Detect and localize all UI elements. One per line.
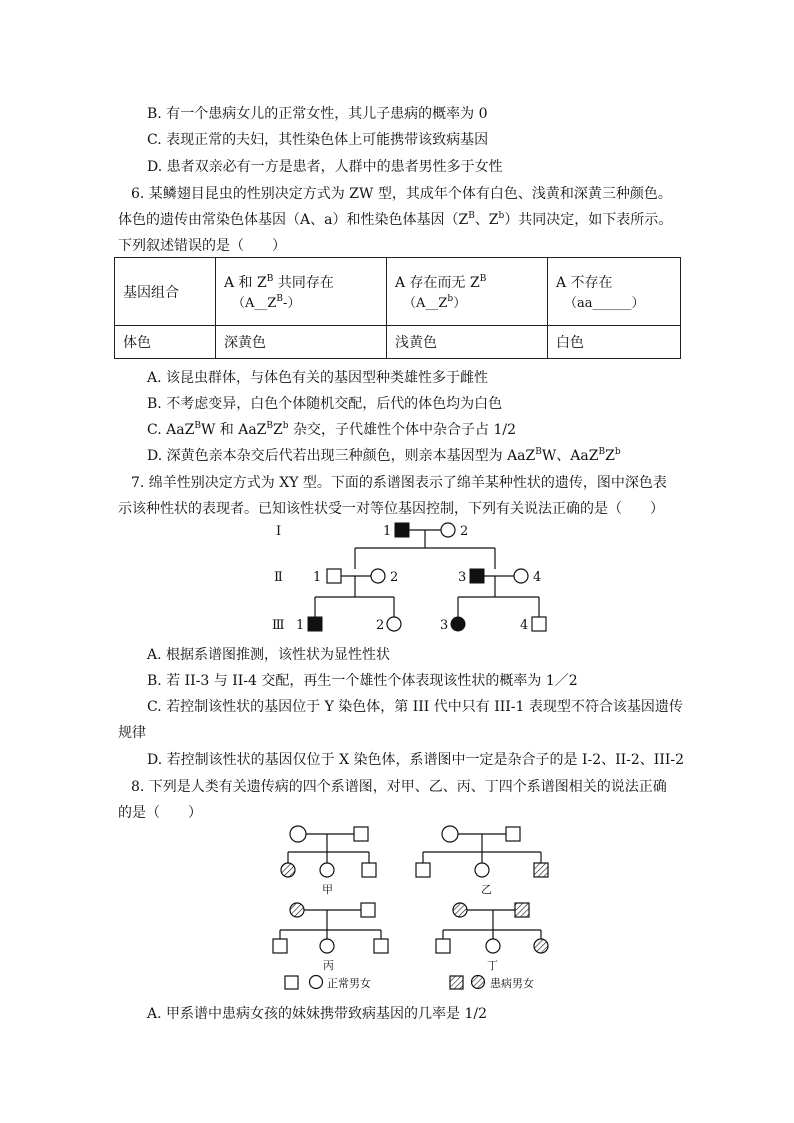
q8-stem-2: 的是（ ）: [118, 805, 202, 821]
q7-option-c: C. 若控制该性状的基因位于 Y 染色体，第 III 代中只有 III-1 表现型不符合该基因遗传: [147, 699, 683, 715]
table-header-white: A 不存在 （aa______）: [548, 258, 681, 326]
q6-option-a: A. 该昆虫群体，与体色有关的基因型种类雄性多于雌性: [147, 370, 489, 386]
label-II-2: 2: [390, 570, 399, 585]
q7-option-a: A. 根据系谱图推测，该性状为显性性状: [147, 647, 391, 663]
jia-mother: [290, 826, 306, 842]
bing-son-2: [374, 939, 388, 953]
q6-stem-2: 体色的遗传由常染色体基因（A、a）和性染色体基因（$Z^B$、$Z^b$）共同决定，如下表所示。: [118, 211, 673, 228]
q6-option-b: B. 不考虑变异，白色个体随机交配，后代的体色均为白色: [147, 396, 503, 412]
legend-normal-male: [285, 976, 298, 989]
label-III-3: 3: [440, 618, 449, 633]
q7-option-d: D. 若控制该性状的基因仅位于 X 染色体，系谱图中一定是杂合子的是 I-2、II-2、III-2: [147, 752, 685, 768]
label-I-1: 1: [383, 524, 392, 539]
gen-label-II: Ⅱ: [274, 570, 283, 585]
legend-affected-female: [472, 976, 485, 989]
yi-affected-son: [534, 863, 548, 877]
jia-son: [362, 863, 376, 877]
q5-option-d: D. 患者双亲必有一方是患者，人群中的患者男性多于女性: [147, 159, 503, 175]
jia-affected-daughter: [281, 863, 295, 877]
ding-affected-daughter: [534, 939, 548, 953]
gen-label-I: I: [276, 524, 282, 539]
q6-option-c: C. AaZ$^B$W 和 $AaZ^BZ^b$ 杂交，子代雄性个体中杂合子占 1/2: [147, 421, 516, 438]
q7-stem-2: 示该种性状的表现者。已知该性状受一对等位基因控制，下列有关说法正确的是（ ）: [118, 501, 664, 517]
table-cell-white: 白色: [548, 326, 681, 359]
label-II-1: 1: [313, 570, 322, 585]
q5-option-c: C. 表现正常的夫妇，其性染色体上可能携带该致病基因: [147, 132, 489, 148]
yi-father: [506, 827, 520, 841]
legend-affected-male: [450, 976, 463, 989]
bing-affected-mother: [290, 903, 304, 917]
legend-normal-text: 正常男女: [327, 977, 371, 990]
table-cell-light: 浅黄色: [387, 326, 548, 359]
bing-father: [361, 903, 375, 917]
table-header-light: A 存在而无 $Z^B$ $(A\_\_Z^b)$: [387, 258, 548, 326]
jia-daughter: [320, 863, 334, 877]
jia-father: [354, 827, 368, 841]
label-II-4: 4: [533, 570, 542, 585]
q6-stem-3: 下列叙述错误的是（ ）: [118, 238, 286, 254]
label-III-1: 1: [296, 618, 305, 633]
label-yi: 乙: [481, 883, 492, 896]
yi-daughter: [475, 863, 489, 877]
yi-mother: [442, 826, 458, 842]
q6-option-d: D. 深黄色亲本杂交后代若出现三种颜色，则亲本基因型为 AaZ$^B$W、$AaZ^BZ^b$: [147, 447, 621, 464]
table-cell-deep: 深黄色: [216, 326, 387, 359]
q7-option-b: B. 若 II-3 与 II-4 交配，再生一个雄性个体表现该性状的概率为 1／2: [147, 673, 578, 689]
q6-stem-1: 6. 某鳞翅目昆虫的性别决定方式为 ZW 型，其成年个体有白色、浅黄和深黄三种颜色。: [131, 186, 672, 202]
ding-affected-father: [515, 903, 529, 917]
bing-son-1: [273, 939, 287, 953]
yi-son: [416, 863, 430, 877]
ding-son: [436, 939, 450, 953]
q7-option-c-cont: 规律: [118, 725, 146, 741]
q8-option-a: A. 甲系谱中患病女孩的妹妹携带致病基因的几率是 1/2: [147, 1006, 487, 1022]
table-cell-color-label: 体色: [115, 326, 216, 359]
table-header-deep: A 和 $Z^B$ 共同存在 $(A\_\_Z^B-)$: [216, 258, 387, 326]
label-III-4: 4: [520, 618, 529, 633]
ding-daughter: [486, 939, 500, 953]
table-header-genotype: 基因组合: [115, 258, 216, 326]
label-bing: 丙: [323, 959, 334, 972]
label-III-2: 2: [376, 618, 385, 633]
ding-affected-mother: [453, 903, 467, 917]
q8-stem-1: 8. 下列是人类有关遗传病的四个系谱图，对甲、乙、丙、丁四个系谱图相关的说法正确: [131, 779, 667, 795]
label-II-3: 3: [458, 570, 467, 585]
label-I-2: 2: [460, 524, 469, 539]
q7-stem-1: 7. 绵羊性别决定方式为 XY 型。下面的系谱图表示了绵羊某种性状的遗传，图中深色表: [131, 475, 667, 491]
legend-affected-text: 患病男女: [490, 977, 534, 990]
legend-normal-female: [310, 976, 323, 989]
label-jia: 甲: [322, 883, 333, 896]
q5-option-b: B. 有一个患病女儿的正常女性，其儿子患病的概率为 0: [147, 106, 488, 122]
bing-daughter: [320, 939, 334, 953]
label-ding: 丁: [487, 959, 498, 972]
gen-label-III: Ⅲ: [272, 618, 285, 633]
